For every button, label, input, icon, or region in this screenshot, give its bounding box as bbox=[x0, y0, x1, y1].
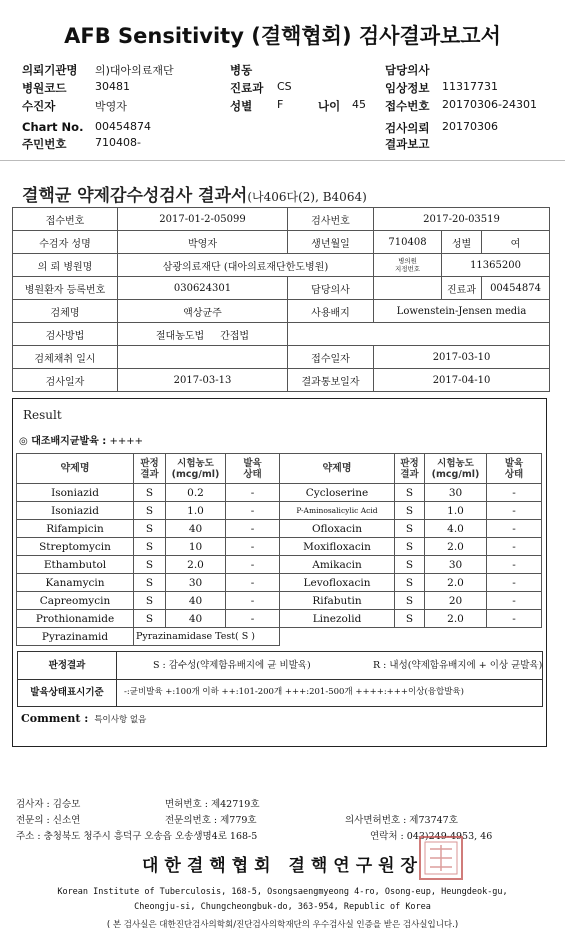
comment-value: 특이사항 없음 bbox=[94, 715, 147, 725]
address: 주소 : 충청북도 청주시 흥덕구 오송읍 오송생명4로 168-5 bbox=[16, 831, 258, 842]
blank-cell bbox=[280, 628, 542, 646]
drug-growth: - bbox=[226, 520, 280, 538]
growth-label: 발육상태표시기준 bbox=[18, 679, 117, 706]
doc-code: (나406다(2), B4064) bbox=[247, 190, 367, 204]
clinical-label: 임상정보 bbox=[385, 81, 430, 95]
receipt-value: 20170306-24301 bbox=[442, 98, 537, 111]
drug-result: S bbox=[395, 556, 425, 574]
drug-table bbox=[16, 453, 542, 646]
drug-growth: - bbox=[487, 556, 542, 574]
control-growth: ◎ 대조배지균발육 : ++++ bbox=[19, 436, 144, 447]
drug-name: Levofloxacin bbox=[280, 574, 395, 592]
drug-conc: 1.0 bbox=[425, 502, 487, 520]
drug-conc: 30 bbox=[166, 574, 226, 592]
report-title: AFB Sensitivity (결핵협회) 검사결과보고서 bbox=[64, 24, 501, 48]
growth-text: -:균비발육 +:100개 이하 ++:101-200개 +++:201-500개 ++++:+++이상(융합발육) bbox=[124, 687, 464, 697]
phone: 연락처 : 043)249-4953, 46 bbox=[370, 831, 493, 842]
info-label: 병의원 지정번호 bbox=[374, 254, 442, 277]
info-label: 성별 bbox=[442, 231, 482, 254]
info-value: 2017-01-2-05099 bbox=[118, 208, 288, 231]
drug-name: Prothionamide bbox=[17, 610, 134, 628]
col-conc: 시험농도 (mcg/ml) bbox=[166, 454, 226, 484]
info-label: 사용배지 bbox=[288, 300, 374, 323]
examiner: 검사자 : 김승모 bbox=[16, 799, 81, 810]
col-growth: 발육 상태 bbox=[226, 454, 280, 484]
info-value: Lowenstein-Jensen media bbox=[374, 300, 550, 323]
info-value: 2017-20-03519 bbox=[374, 208, 550, 231]
drug-growth: - bbox=[226, 592, 280, 610]
drug-result: S bbox=[134, 502, 166, 520]
age-value: 45 bbox=[352, 98, 366, 111]
org-name: 대한결핵협회 결핵연구원장 bbox=[142, 856, 423, 876]
drug-conc: 0.2 bbox=[166, 484, 226, 502]
result-box bbox=[12, 398, 547, 747]
specialist: 전문의 : 신소연 bbox=[16, 815, 81, 826]
info-label: 결과통보일자 bbox=[288, 369, 374, 392]
drug-result: S bbox=[395, 520, 425, 538]
drug-name: Moxifloxacin bbox=[280, 538, 395, 556]
drug-result: S bbox=[395, 538, 425, 556]
drug-conc: 30 bbox=[425, 484, 487, 502]
info-value: 액상균주 bbox=[118, 300, 288, 323]
table-row bbox=[17, 628, 542, 646]
drug-name: Ofloxacin bbox=[280, 520, 395, 538]
info-label: 담당의사 bbox=[288, 277, 374, 300]
info-table bbox=[12, 207, 550, 392]
table-row bbox=[17, 556, 542, 574]
license-2: 전문의번호 : 제779호 bbox=[165, 815, 257, 826]
info-value: 2017-03-13 bbox=[118, 369, 288, 392]
drug-growth: - bbox=[487, 574, 542, 592]
pzase-test: Pyrazinamidase Test( S ) bbox=[134, 628, 280, 646]
info-value: 박영자 bbox=[118, 231, 288, 254]
drug-name: Cycloserine bbox=[280, 484, 395, 502]
table-row bbox=[17, 538, 542, 556]
drug-growth: - bbox=[226, 502, 280, 520]
doc-title: 결핵균 약제감수성검사 결과서(나406다(2), B4064) bbox=[22, 186, 367, 206]
drug-result: S bbox=[395, 484, 425, 502]
drug-name: Streptomycin bbox=[17, 538, 134, 556]
doctor-label: 담당의사 bbox=[385, 63, 430, 77]
comment: Comment : 특이사항 없음 bbox=[21, 712, 147, 725]
drug-conc: 1.0 bbox=[166, 502, 226, 520]
divider bbox=[0, 160, 565, 161]
clinical-value: 11317731 bbox=[442, 80, 498, 93]
table-row bbox=[17, 484, 542, 502]
drug-conc: 40 bbox=[166, 610, 226, 628]
info-value: 삼광의료재단 (대아의료재단한도병원) bbox=[118, 254, 374, 277]
info-label: 검사번호 bbox=[288, 208, 374, 231]
info-label: 의 뢰 병원명 bbox=[13, 254, 118, 277]
judge-s: S : 감수성(약제함유배지에 균 비발육) bbox=[153, 660, 311, 671]
drug-growth: - bbox=[487, 484, 542, 502]
info-label: 검체명 bbox=[13, 300, 118, 323]
info-value bbox=[374, 277, 442, 300]
chart-value: 00454874 bbox=[95, 120, 151, 133]
info-label: 접수번호 bbox=[13, 208, 118, 231]
eng-address-1: Korean Institute of Tuberculosis, 168-5, Osongsaengmyeong 4-ro, Osong-eup, Heungdeok-gu, bbox=[57, 887, 508, 897]
col-judge: 판정 결과 bbox=[395, 454, 425, 484]
drug-name: Kanamycin bbox=[17, 574, 134, 592]
judge-r: R : 내성(약제함유배지에 + 이상 균발육) bbox=[373, 660, 543, 671]
info-value: 2017-03-10 bbox=[374, 346, 550, 369]
info-blank bbox=[288, 323, 550, 346]
code-value: 30481 bbox=[95, 80, 130, 93]
info-value bbox=[118, 346, 288, 369]
info-value: 2017-04-10 bbox=[374, 369, 550, 392]
info-label: 검체채취 일시 bbox=[13, 346, 118, 369]
drug-result: S bbox=[395, 610, 425, 628]
info-label: 생년월일 bbox=[288, 231, 374, 254]
info-value: 여 bbox=[482, 231, 550, 254]
info-label: 진료과 bbox=[442, 277, 482, 300]
rrn-value: 710408- bbox=[95, 136, 141, 149]
drug-name: Ethambutol bbox=[17, 556, 134, 574]
drug-result: S bbox=[395, 574, 425, 592]
drug-growth: - bbox=[226, 574, 280, 592]
drug-conc: 10 bbox=[166, 538, 226, 556]
drug-growth: - bbox=[487, 592, 542, 610]
patient-value: 박영자 bbox=[95, 100, 127, 113]
drug-conc: 40 bbox=[166, 520, 226, 538]
drug-name: Linezolid bbox=[280, 610, 395, 628]
drug-growth: - bbox=[226, 556, 280, 574]
drug-conc: 20 bbox=[425, 592, 487, 610]
info-label: 접수일자 bbox=[288, 346, 374, 369]
drug-name: Isoniazid bbox=[17, 502, 134, 520]
drug-result: S bbox=[134, 592, 166, 610]
drug-name: P-Aminosalicylic Acid bbox=[280, 502, 395, 520]
drug-result: S bbox=[134, 484, 166, 502]
drug-result: S bbox=[134, 538, 166, 556]
seal-stamp-icon bbox=[418, 835, 464, 881]
dept-value: CS bbox=[277, 80, 292, 93]
drug-result: S bbox=[134, 556, 166, 574]
receipt-label: 접수번호 bbox=[385, 99, 430, 113]
cert-notice: ( 본 검사실은 대한진단검사의학회/진단검사의학재단의 우수검사실 인증을 받은 검사실입니다.) bbox=[106, 920, 459, 930]
result-report-label: 결과보고 bbox=[385, 137, 430, 151]
drug-conc: 40 bbox=[166, 592, 226, 610]
col-conc: 시험농도 (mcg/ml) bbox=[425, 454, 487, 484]
drug-growth: - bbox=[487, 520, 542, 538]
col-growth: 발육 상태 bbox=[487, 454, 542, 484]
table-row bbox=[17, 520, 542, 538]
chart-label: Chart No. bbox=[22, 120, 84, 134]
ward-label: 병동 bbox=[230, 63, 253, 77]
info-value: 030624301 bbox=[118, 277, 288, 300]
drug-name: Isoniazid bbox=[17, 484, 134, 502]
info-value: 11365200 bbox=[442, 254, 550, 277]
drug-name: Rifampicin bbox=[17, 520, 134, 538]
drug-result: S bbox=[395, 592, 425, 610]
rrn-label: 주민번호 bbox=[22, 137, 67, 151]
drug-conc: 2.0 bbox=[425, 538, 487, 556]
info-label: 검사방법 bbox=[13, 323, 118, 346]
request-label: 검사의뢰 bbox=[385, 121, 430, 135]
col-drug: 약제명 bbox=[17, 454, 134, 484]
code-label: 병원코드 bbox=[22, 81, 67, 95]
info-value: 절대농도법 간접법 bbox=[118, 323, 288, 346]
patient-label: 수진자 bbox=[22, 99, 56, 113]
drug-growth: - bbox=[487, 502, 542, 520]
license-3: 의사면허번호 : 제73747호 bbox=[345, 815, 458, 826]
license-1: 면허번호 : 제42719호 bbox=[165, 799, 260, 810]
sex-label: 성별 bbox=[230, 99, 253, 113]
table-row bbox=[17, 502, 542, 520]
judge-legend bbox=[17, 651, 543, 707]
hospital-value: 의)대아의료재단 bbox=[95, 64, 174, 77]
drug-conc: 4.0 bbox=[425, 520, 487, 538]
sex-value: F bbox=[277, 98, 284, 111]
dept-label: 진료과 bbox=[230, 81, 264, 95]
drug-conc: 2.0 bbox=[425, 610, 487, 628]
drug-result: S bbox=[134, 574, 166, 592]
drug-name: Rifabutin bbox=[280, 592, 395, 610]
result-title: Result bbox=[23, 408, 62, 422]
age-label: 나이 bbox=[318, 99, 341, 113]
col-judge: 판정 결과 bbox=[134, 454, 166, 484]
info-label: 수검자 성명 bbox=[13, 231, 118, 254]
drug-growth: - bbox=[487, 610, 542, 628]
eng-address-2: Cheongju-si, Chungcheongbuk-do, 363-954, Republic of Korea bbox=[134, 902, 431, 912]
table-row bbox=[17, 592, 542, 610]
info-value: 710408 bbox=[374, 231, 442, 254]
drug-growth: - bbox=[487, 538, 542, 556]
drug-name: Capreomycin bbox=[17, 592, 134, 610]
drug-name: Pyrazinamid bbox=[17, 628, 134, 646]
drug-result: S bbox=[134, 610, 166, 628]
drug-growth: - bbox=[226, 610, 280, 628]
hospital-label: 의뢰기관명 bbox=[22, 63, 78, 77]
judge-label: 판정결과 bbox=[18, 652, 117, 679]
drug-conc: 2.0 bbox=[425, 574, 487, 592]
drug-growth: - bbox=[226, 538, 280, 556]
info-label: 검사일자 bbox=[13, 369, 118, 392]
drug-name: Amikacin bbox=[280, 556, 395, 574]
info-value: 00454874 bbox=[482, 277, 550, 300]
col-drug: 약제명 bbox=[280, 454, 395, 484]
drug-conc: 30 bbox=[425, 556, 487, 574]
drug-growth: - bbox=[226, 484, 280, 502]
drug-result: S bbox=[395, 502, 425, 520]
drug-result: S bbox=[134, 520, 166, 538]
info-label: 병원환자 등록번호 bbox=[13, 277, 118, 300]
drug-conc: 2.0 bbox=[166, 556, 226, 574]
table-row bbox=[17, 574, 542, 592]
table-row bbox=[17, 610, 542, 628]
request-value: 20170306 bbox=[442, 120, 498, 133]
